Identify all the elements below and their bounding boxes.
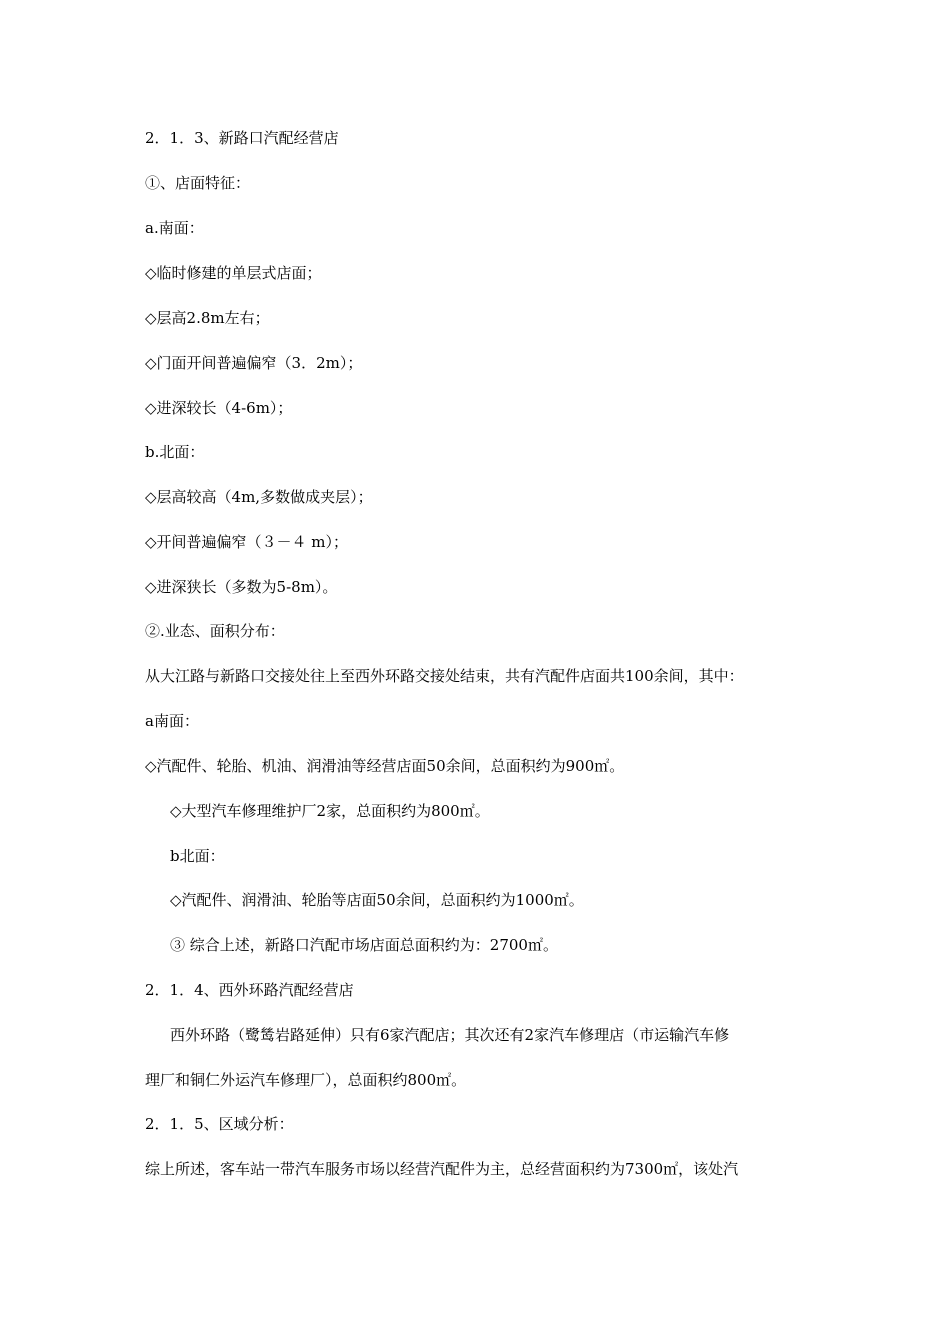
bullet-north-parts-shops: ◇汽配件、润滑油、轮胎等店面50余间，总面积约为1000㎡。 (170, 891, 584, 909)
bullet-south-parts-shops: ◇汽配件、轮胎、机油、润滑油等经营店面50余间，总面积约为900㎡。 (145, 757, 625, 775)
paragraph-west-ring-road-2: 理厂和铜仁外运汽车修理厂），总面积约800㎡。 (145, 1071, 467, 1089)
bullet-repair-plants: ◇大型汽车修理维护厂2家，总面积约为800㎡。 (170, 802, 490, 820)
bullet-temporary-single-story: ◇临时修建的单层式店面； (145, 264, 322, 282)
paragraph-road-overview: 从大江路与新路口交接处往上至西外环路交接处结束，共有汽配件店面共100余间，其中： (145, 667, 744, 685)
bullet-floor-height: ◇层高2.8m左右； (145, 309, 270, 327)
label-north-side: b.北面： (145, 443, 205, 461)
section-heading-2-1-3: 2．1．3、新路口汽配经营店 (145, 129, 339, 147)
label-south-side: a.南面： (145, 219, 204, 237)
paragraph-regional-analysis: 综上所述，客车站一带汽车服务市场以经营汽配件为主，总经营面积约为7300㎡，该处汽 (145, 1160, 739, 1178)
bullet-bay-narrow: ◇开间普遍偏窄（３－４ m）； (145, 533, 349, 551)
label-south-side-2: a南面： (145, 712, 199, 730)
bullet-depth-long: ◇进深较长（4-6m）； (145, 399, 293, 417)
bullet-frontage-narrow: ◇门面开间普遍偏窄（3．2m）； (145, 354, 363, 372)
bullet-depth-narrow-long: ◇进深狭长（多数为5-8m）。 (145, 578, 338, 596)
summary-total-area: ③ 综合上述，新路口汽配市场店面总面积约为：2700㎡。 (170, 936, 558, 954)
bullet-floor-height-high: ◇层高较高（4m,多数做成夹层）； (145, 488, 373, 506)
subheading-business-area: ②.业态、面积分布： (145, 622, 285, 640)
paragraph-west-ring-road-1: 西外环路（鹭鸶岩路延伸）只有6家汽配店；其次还有2家汽车修理店（市运输汽车修 (170, 1026, 730, 1044)
section-heading-2-1-5: 2．1．5、区域分析： (145, 1115, 294, 1133)
subheading-storefront-features: ①、店面特征： (145, 174, 251, 192)
section-heading-2-1-4: 2．1．4、西外环路汽配经营店 (145, 981, 354, 999)
label-north-side-2: b北面： (170, 847, 225, 865)
